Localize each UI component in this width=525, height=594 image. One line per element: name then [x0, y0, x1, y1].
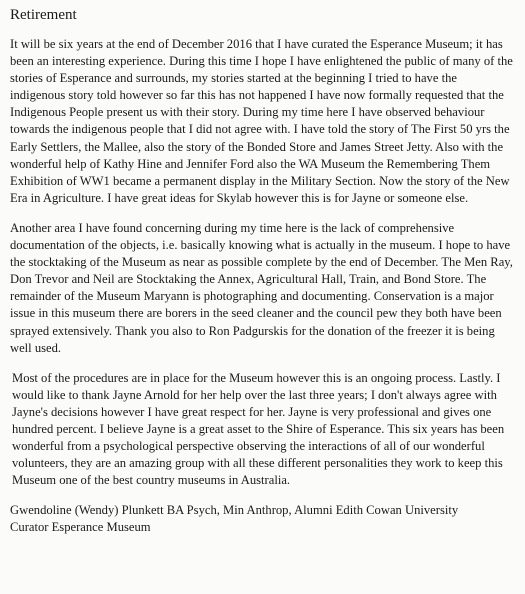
- paragraph-2: Another area I have found concerning during my time here is the lack of comprehensive documentation of the objects, i.e. basically knowing what is actually in the museum. I hope to have the stocktaking of the Museum as near as possible complete by the end of December. The Men Ray, Don Trevor and Neil are Stocktaking the Annex, Agricultural Hall, Train, and Bond Store. The remainder of the Museum Maryann is photographing and documenting. Conservation is a major issue in this museum there are borers in the seed cleaner and the council pew they both have been sprayed extensively. Thank you also to Ron Padgurskis for the donation of the freezer it is being well used.: [10, 220, 513, 355]
- signature-block: [10, 502, 513, 536]
- paragraph-1: It will be six years at the end of December 2016 that I have curated the Esperance Museum; it has been an interesting experience. During this time I hope I have enlightened the public of many of the stories of Esperance and surrounds, my stories started at the beginning I tried to have the indigenous story told however so far this has not happened I have now formally requested that the Indigenous People present us with their story. During my time here I have observed behaviour towards the indigenous people that I did not agree with. I have told the story of The First 50 yrs the Early Settlers, the Mallee, also the story of the Bonded Store and James Street Jetty. Also with the wonderful help of Kathy Hine and Jennifer Ford also the WA Museum the Remembering Them Exhibition of WW1 became a permanent display in the Military Section. Now the story of the New Era in Agriculture. I have great ideas for Skylab however this is for Jayne or someone else.: [10, 37, 513, 205]
- signature-name-line: Gwendoline (Wendy) Plunkett BA Psych, Min Anthrop, Alumni Edith Cowan University: [10, 503, 459, 518]
- paragraph-3: Most of the procedures are in place for the Museum however this is an ongoing process. Lastly. I would like to thank Jayne Arnold for her help over the last three years; I don't always agree with Jayne's decisions however I have great respect for her. Jayne is very professional and gives one hundred percent. I believe Jayne is a great asset to the Shire of Esperance. This six years has been wonderful from a psychological perspective observing the interactions of all of our wonderful volunteers, they are an amazing group with all these different personalities they work to keep this Museum one of the best country museums in Australia.: [12, 370, 505, 488]
- signature-title-line: Curator Esperance Museum: [10, 520, 151, 535]
- document-title: Retirement: [10, 7, 77, 23]
